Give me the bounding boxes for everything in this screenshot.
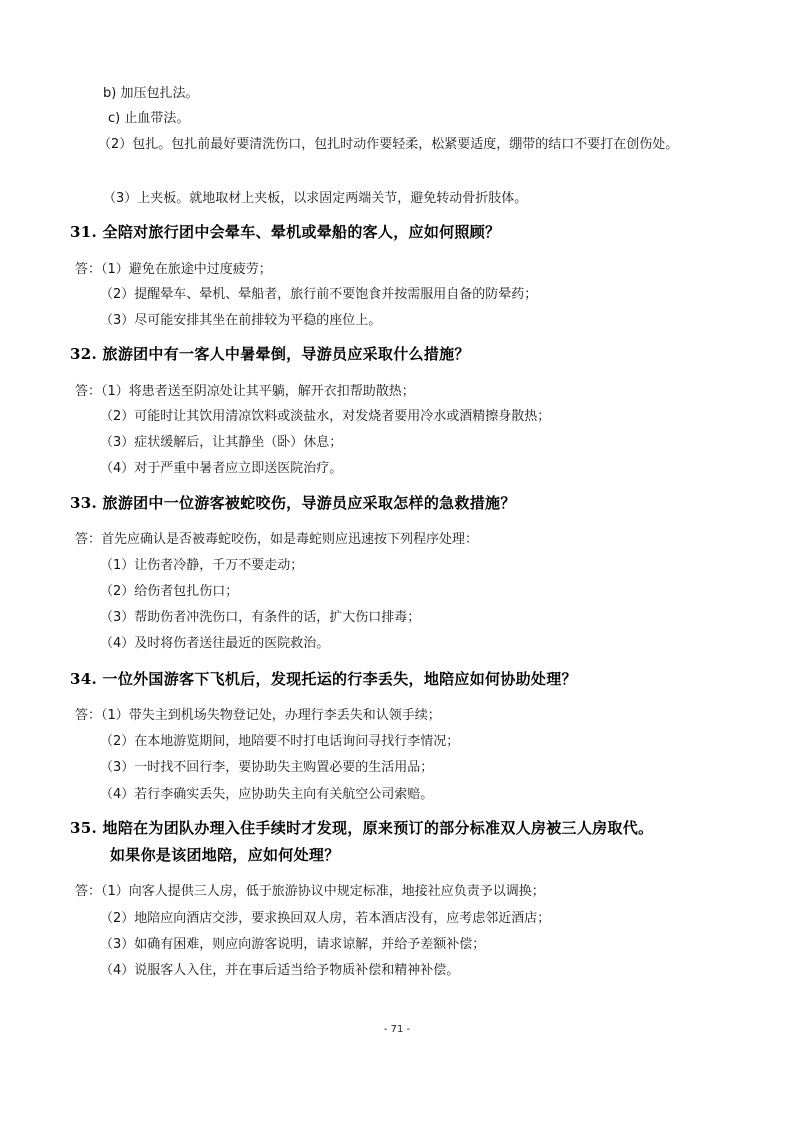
- question-32-title: 32. 旅游团中有一客人中暑晕倒，导游员应采取什么措施？: [70, 345, 470, 363]
- answer-line: （2）提醒晕车、晕机、晕船者，旅行前不要饱食并按需服用自备的防晕药；: [100, 287, 538, 302]
- answer-line: （2）地陪应向酒店交涉，要求换回双人房，若本酒店没有，应考虑邻近酒店；: [100, 911, 551, 926]
- page-number: - 71 -: [383, 1024, 411, 1035]
- question-34-title: 34. 一位外国游客下飞机后，发现托运的行李丢失，地陪应如何协助处理？: [70, 670, 577, 688]
- answer-line: （4）及时将伤者送往最近的医院救治。: [100, 636, 330, 651]
- answer-line: 答：（1）避免在旅途中过度疲劳；: [75, 262, 272, 277]
- answer-line: （3）帮助伤者冲洗伤口，有条件的话，扩大伤口排毒；: [100, 610, 421, 625]
- intro-line: （2）包扎。包扎前最好要清洗伤口，包扎时动作要轻柔，松紧要适度，绷带的结口不要打在创伤处。: [98, 137, 679, 152]
- answer-line: 答：（1）向客人提供三人房，低于旅游协议中规定标准，地接社应负责予以调换；: [75, 884, 545, 899]
- intro-line: （3）上夹板。就地取材上夹板，以求固定两端关节，避免转动骨折肢体。: [103, 191, 528, 206]
- answer-line: 答：（1）带失主到机场失物登记处，办理行李丢失和认领手续；: [75, 708, 441, 723]
- answer-line: （4）若行李确实丢失，应协助失主向有关航空公司索赔。: [100, 787, 434, 802]
- answer-line: （4）说服客人入住，并在事后适当给予物质补偿和精神补偿。: [100, 963, 460, 978]
- answer-line: （3）症状缓解后，让其静坐（卧）休息；: [100, 435, 343, 450]
- answer-line: （3）一时找不回行李，要协助失主购置必要的生活用品；: [100, 760, 434, 775]
- answer-line: （3）如确有困难，则应向游客说明，请求谅解，并给予差额补偿；: [100, 937, 486, 952]
- answer-line: （2）给伤者包扎伤口；: [100, 584, 239, 599]
- intro-line: b) 加压包扎法。: [103, 86, 199, 101]
- answer-line: （1）让伤者冷静，千万不要走动；: [100, 558, 304, 573]
- intro-line: c) 止血带法。: [108, 111, 190, 126]
- answer-line: （2）可能时让其饮用清凉饮料或淡盐水，对发烧者要用冷水或酒精擦身散热；: [100, 409, 551, 424]
- answer-line: （3）尽可能安排其坐在前排较为平稳的座位上。: [100, 313, 382, 328]
- answer-line: （2）在本地游览期间，地陪要不时打电话询问寻找行李情况；: [100, 734, 460, 749]
- question-35-title: 35. 地陪在为团队办理入住手续时才发现，原来预订的部分标准双人房被三人房取代。: [70, 819, 654, 837]
- answer-line: 答：首先应确认是否被毒蛇咬伤，如是毒蛇则应迅速按下列程序处理：: [75, 532, 479, 547]
- answer-line: （4）对于严重中暑者应立即送医院治疗。: [100, 461, 343, 476]
- question-31-title: 31. 全陪对旅行团中会晕车、晕机或晕船的客人，应如何照顾？: [70, 223, 501, 241]
- answer-line: 答：（1）将患者送至阴凉处让其平躺，解开衣扣帮助散热；: [75, 384, 415, 399]
- question-35-title-cont: 如果你是该团地陪，应如何处理？: [110, 846, 340, 864]
- question-33-title: 33. 旅游团中一位游客被蛇咬伤，导游员应采取怎样的急救措施？: [70, 494, 516, 512]
